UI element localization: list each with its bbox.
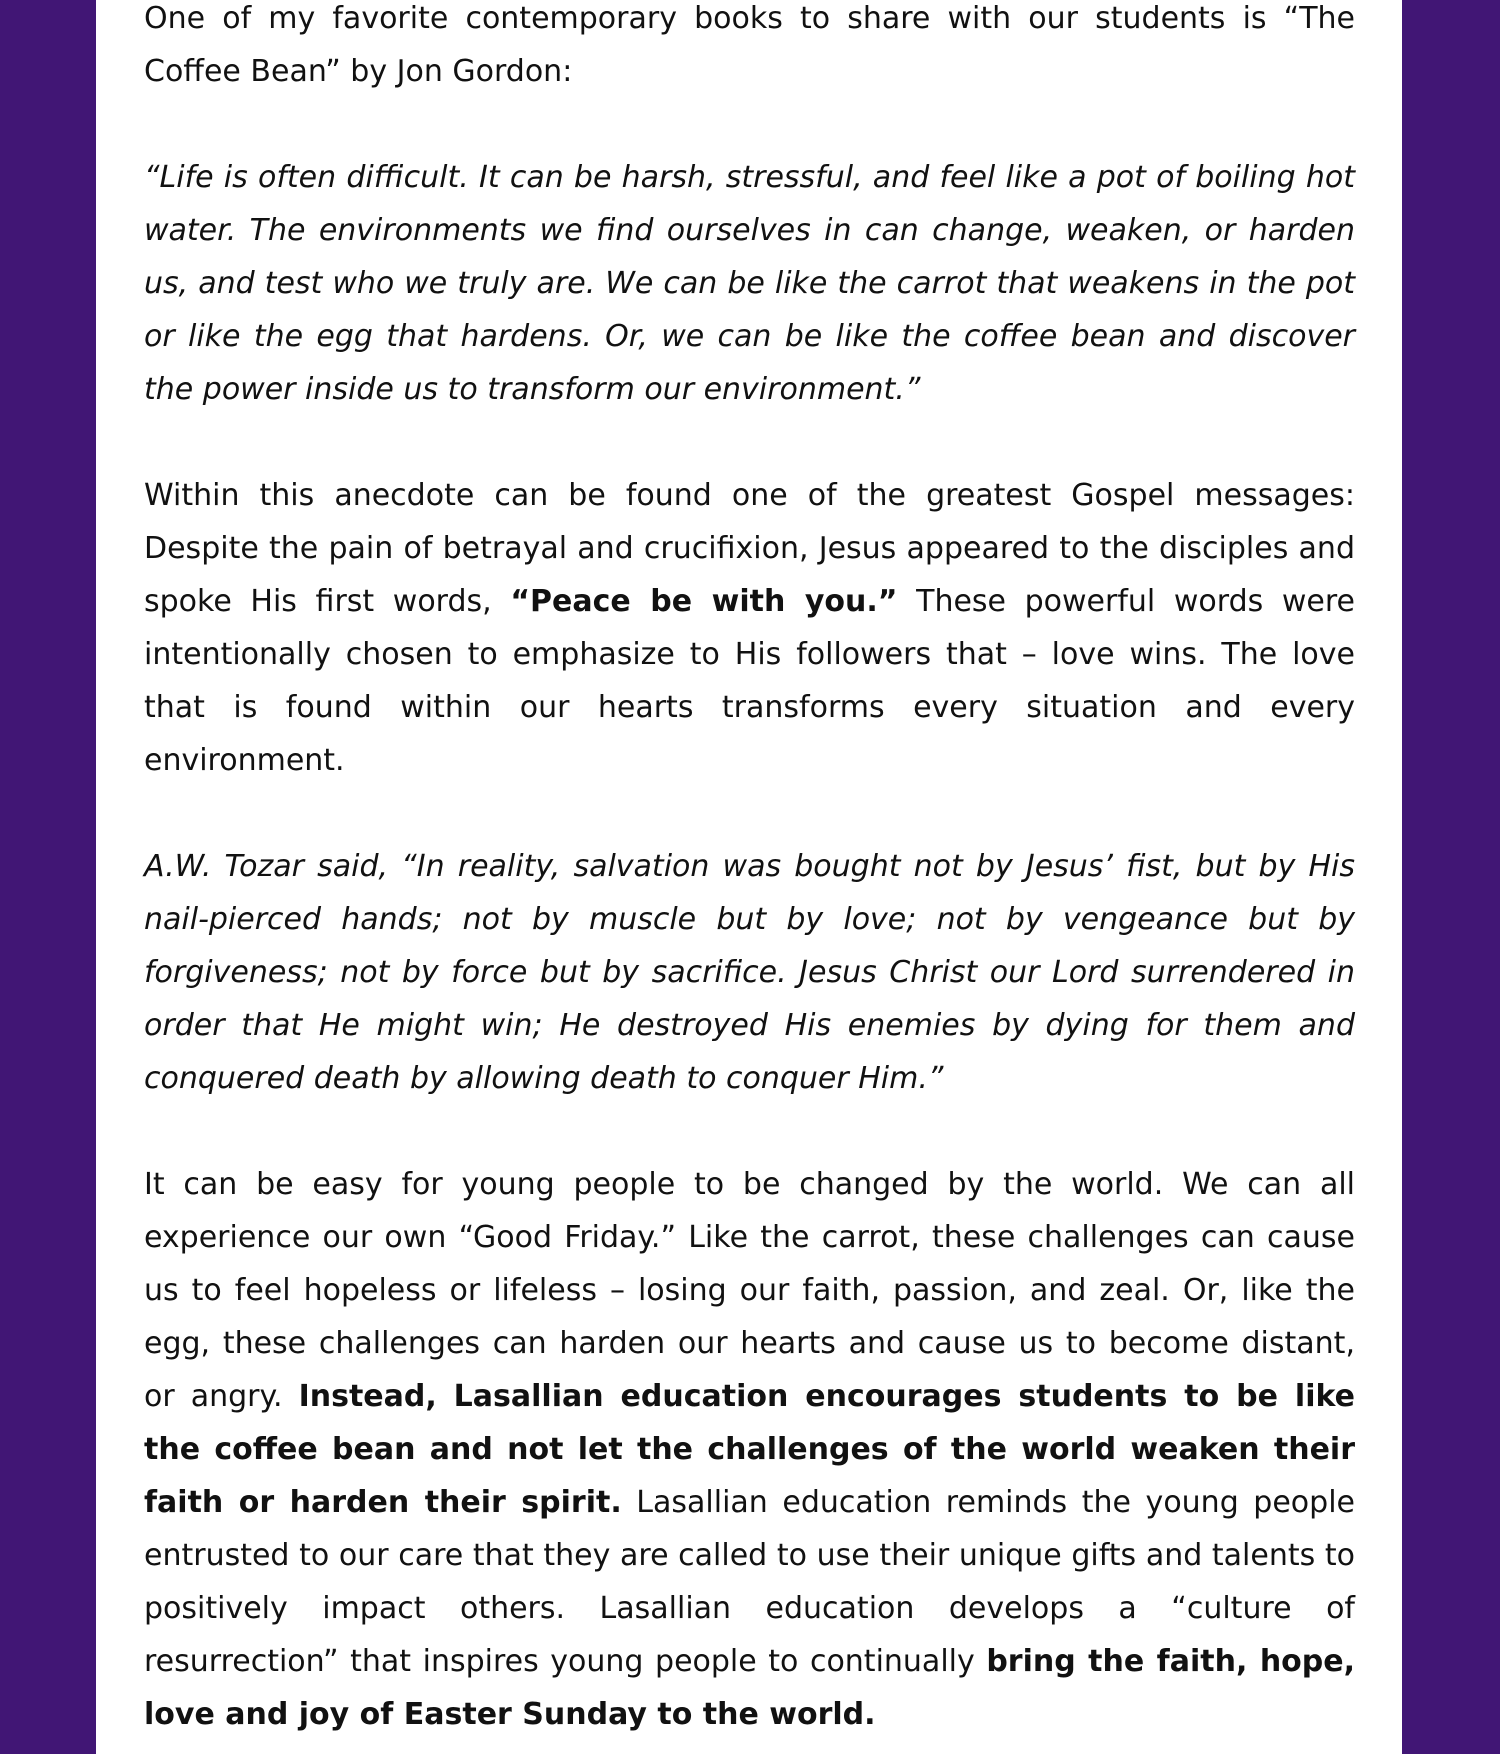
coffee-bean-emphasis: Instead, Lasallian education encourages students to be like the coffee bean and not let the challenges of the world weaken their faith or harden their spirit.: [144, 1379, 1355, 1520]
paragraph-intro: [144, 0, 1355, 98]
easter-sunday-emphasis: bring the faith, hope, love and joy of Easter Sunday to the world.: [144, 1644, 1356, 1732]
gospel-text-after: These powerful words were intentionally chosen to emphasize to His followers that – love wins. The love that is found within our hearts transforms every situation and every environment.: [144, 584, 1355, 778]
paragraph-gospel-message: [144, 469, 1355, 787]
coffee-bean-quote-text: “Life is often difficult. It can be harsh, stressful, and feel like a pot of boiling hot water. The environments we find ourselves in can change, weaken, or harden us, and test who we truly are. We can be like the carrot that weakens in the pot or like the egg that hardens. Or, we can be like the coffee bean and discover the power inside us to transform our environment.”: [144, 160, 1355, 407]
intro-text: One of my favorite contemporary books to share with our students is “The Coffee Bean” by Jon Gordon:: [144, 1, 1355, 89]
article-body: [144, 0, 1355, 1741]
document-page: [96, 0, 1402, 1754]
lasallian-text-middle: Lasallian education reminds the young people entrusted to our care that they are called to use their unique gifts and talents to positively impact others. Lasallian education develops a “culture of resurrection” that inspires young people to continually: [144, 1485, 1355, 1679]
tozar-quote-text: A.W. Tozar said, “In reality, salvation was bought not by Jesus’ fist, but by His nail-pierced hands; not by muscle but by love; not by vengeance but by forgiveness; not by force but by sacrifice. Jesus Christ our Lord surrendered in order that He might win; He destroyed His enemies by dying for them and conquered death by allowing death to conquer Him.”: [144, 849, 1355, 1096]
paragraph-tozar-quote: [144, 840, 1355, 1105]
peace-be-with-you-emphasis: “Peace be with you.”: [510, 584, 898, 619]
lasallian-text-before: It can be easy for young people to be changed by the world. We can all experience our own “Good Friday.” Like the carrot, these challenges can cause us to feel hopeless or lifeless – losing our faith, passion, and zeal. Or, like the egg, these challenges can harden our hearts and cause us to become distant, or angry.: [144, 1167, 1355, 1414]
gospel-text-before: Within this anecdote can be found one of the greatest Gospel messages: Despite the pain of betrayal and crucifixion, Jesus appeared to the disciples and spoke His first words,: [144, 478, 1355, 619]
paragraph-coffee-bean-quote: [144, 151, 1355, 416]
paragraph-lasallian-education: [144, 1158, 1355, 1741]
